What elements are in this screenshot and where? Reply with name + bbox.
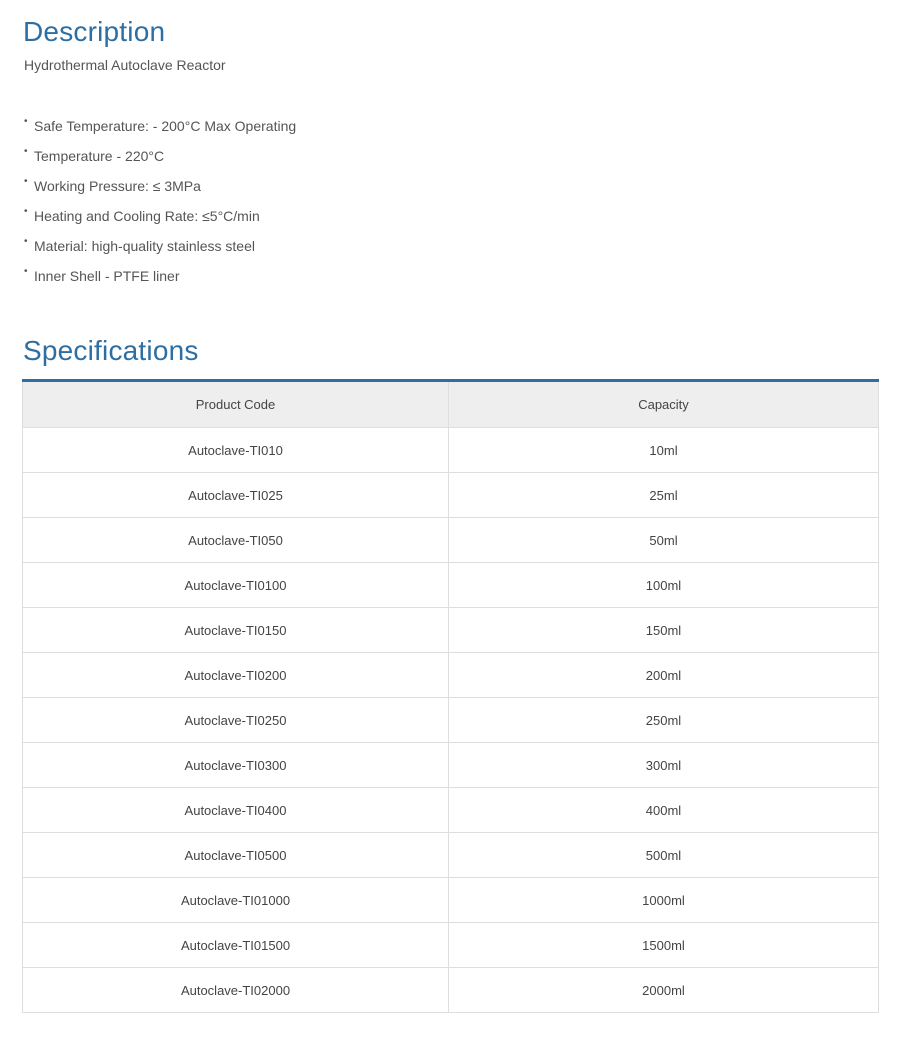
feature-item bbox=[24, 145, 296, 175]
bullet-icon: • bbox=[24, 176, 28, 187]
specifications-table bbox=[22, 379, 879, 1013]
table-row bbox=[23, 653, 879, 698]
capacity-cell: 300ml bbox=[449, 743, 879, 788]
feature-text: Working Pressure: ≤ 3MPa bbox=[34, 178, 201, 194]
product-code-cell: Autoclave-TI0200 bbox=[23, 653, 449, 698]
feature-list bbox=[24, 115, 296, 295]
bullet-icon: • bbox=[24, 116, 28, 127]
description-heading: Description bbox=[23, 16, 166, 47]
capacity-cell: 25ml bbox=[449, 473, 879, 518]
product-code-cell: Autoclave-TI02000 bbox=[23, 968, 449, 1013]
capacity-cell: 50ml bbox=[449, 518, 879, 563]
table-row bbox=[23, 608, 879, 653]
product-code-cell: Autoclave-TI050 bbox=[23, 518, 449, 563]
capacity-cell: 100ml bbox=[449, 563, 879, 608]
feature-text: Material: high-quality stainless steel bbox=[34, 238, 255, 254]
capacity-cell: 150ml bbox=[449, 608, 879, 653]
product-code-cell: Autoclave-TI01000 bbox=[23, 878, 449, 923]
feature-item bbox=[24, 115, 296, 145]
specifications-heading: Specifications bbox=[23, 335, 199, 366]
feature-text: Inner Shell - PTFE liner bbox=[34, 268, 180, 284]
description-subtitle: Hydrothermal Autoclave Reactor bbox=[24, 57, 226, 73]
feature-text: Safe Temperature: - 200°C Max Operating bbox=[34, 118, 297, 134]
table-row bbox=[23, 788, 879, 833]
product-code-cell: Autoclave-TI0250 bbox=[23, 698, 449, 743]
table-row bbox=[23, 968, 879, 1013]
table-row bbox=[23, 878, 879, 923]
table-row bbox=[23, 428, 879, 473]
feature-text: Temperature - 220°C bbox=[34, 148, 165, 164]
bullet-icon: • bbox=[24, 206, 28, 217]
feature-item bbox=[24, 265, 296, 295]
capacity-cell: 200ml bbox=[449, 653, 879, 698]
product-code-cell: Autoclave-TI0300 bbox=[23, 743, 449, 788]
capacity-cell: 1000ml bbox=[449, 878, 879, 923]
feature-text: Heating and Cooling Rate: ≤5°C/min bbox=[34, 208, 260, 224]
feature-item bbox=[24, 235, 296, 265]
product-code-cell: Autoclave-TI0400 bbox=[23, 788, 449, 833]
capacity-cell: 250ml bbox=[449, 698, 879, 743]
capacity-cell: 400ml bbox=[449, 788, 879, 833]
capacity-cell: 2000ml bbox=[449, 968, 879, 1013]
product-code-cell: Autoclave-TI0100 bbox=[23, 563, 449, 608]
capacity-cell: 500ml bbox=[449, 833, 879, 878]
product-code-cell: Autoclave-TI0150 bbox=[23, 608, 449, 653]
product-code-cell: Autoclave-TI010 bbox=[23, 428, 449, 473]
table-row bbox=[23, 743, 879, 788]
feature-item bbox=[24, 175, 296, 205]
column-header-capacity: Capacity bbox=[449, 381, 879, 428]
product-code-cell: Autoclave-TI01500 bbox=[23, 923, 449, 968]
capacity-cell: 1500ml bbox=[449, 923, 879, 968]
bullet-icon: • bbox=[24, 146, 28, 157]
feature-item bbox=[24, 205, 296, 235]
table-row bbox=[23, 698, 879, 743]
table-row bbox=[23, 923, 879, 968]
table-row bbox=[23, 833, 879, 878]
capacity-cell: 10ml bbox=[449, 428, 879, 473]
bullet-icon: • bbox=[24, 266, 28, 277]
table-row bbox=[23, 473, 879, 518]
bullet-icon: • bbox=[24, 236, 28, 247]
column-header-product-code: Product Code bbox=[23, 381, 449, 428]
table-row bbox=[23, 563, 879, 608]
table-row bbox=[23, 518, 879, 563]
table-header-row bbox=[23, 381, 879, 428]
product-code-cell: Autoclave-TI0500 bbox=[23, 833, 449, 878]
product-code-cell: Autoclave-TI025 bbox=[23, 473, 449, 518]
